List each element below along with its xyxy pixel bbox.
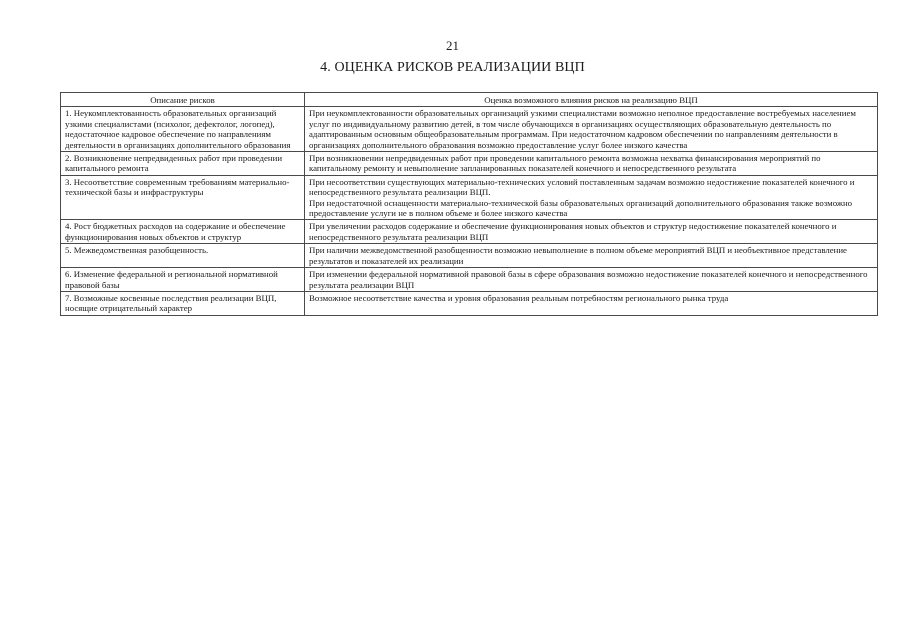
impact-cell: [305, 268, 878, 292]
table-row: [61, 220, 878, 244]
risk-description-cell: 4. Рост бюджетных расходов на содержание и обеспечение функционирования новых объектов и структур: [61, 220, 305, 244]
impact-paragraph: При изменении федеральной нормативной правовой базы в сфере образования возможно недостижение показателей конечного и непосредственного результата реализации ВЦП: [309, 269, 868, 290]
table-row: [61, 268, 878, 292]
impact-paragraph: Возможное несоответствие качества и уровня образования реальным потребностям регионального рынка труда: [309, 292, 729, 303]
impact-paragraph: При возникновении непредвиденных работ при проведении капитального ремонта возможна нехватка финансирования мероприятий по капитальному ремонту и невыполнение запланированных показателей конечного и непосредственного результата: [309, 153, 821, 174]
risk-description-cell: 1. Неукомплектованность образовательных организаций узкими специалистами (психолог, дефектолог, логопед), недостаточное кадровое обеспечение по направлениям деятельности в организациях дополнительного образования: [61, 107, 305, 152]
page-number: 21: [446, 38, 459, 53]
table-header-row: [61, 93, 878, 107]
table-row: [61, 152, 878, 176]
impact-paragraph: При неукомплектованности образовательных организаций узкими специалистами возможно неполное предоставление востребуемых населением услуг по индивидуальному развитию детей, в том числе обучающихся в организациях осуществляющих образовательную деятельность по адаптированным основным общеобразовательным программам. При недостаточном кадровом обеспечении по направлениям деятельности в организациях дополнительного образования возможно предоставление услуг более низкого качества: [309, 108, 856, 150]
table-row: [61, 244, 878, 268]
impact-paragraph: При наличии межведомственной разобщенности возможно невыполнение в полном объеме мероприятий ВЦП и необъективное представление результатов и показателей их реализации: [309, 245, 847, 266]
risk-description-cell: 3. Несоответствие современным требованиям материально-технической базы и инфраструктуры: [61, 175, 305, 220]
table-row: [61, 175, 878, 220]
risk-assessment-table: [60, 92, 878, 316]
column-header-impact-assessment: Оценка возможного влияния рисков на реализацию ВЦП: [305, 93, 878, 107]
impact-cell: [305, 152, 878, 176]
risk-description-cell: 2. Возникновение непредвиденных работ при проведении капитального ремонта: [61, 152, 305, 176]
impact-paragraph: При увеличении расходов содержание и обеспечение функционирования новых объектов и структур недостижение показателей конечного и непосредственного результата реализации ВЦП: [309, 221, 837, 242]
section-title: 4. ОЦЕНКА РИСКОВ РЕАЛИЗАЦИИ ВЦП: [320, 60, 585, 75]
column-header-risk-description: Описание рисков: [61, 93, 305, 107]
impact-cell: [305, 107, 878, 152]
risk-description-cell: 6. Изменение федеральной и региональной нормативной правовой базы: [61, 268, 305, 292]
risk-description-cell: 5. Межведомственная разобщенность.: [61, 244, 305, 268]
table-row: [61, 291, 878, 315]
impact-cell: [305, 220, 878, 244]
impact-cell: [305, 244, 878, 268]
impact-paragraph: При несоответствии существующих материально-технических условий поставленным задачам возможно недостижение показателей конечного и непосредственного результата реализации ВЦП.: [309, 176, 855, 198]
table-row: [61, 107, 878, 152]
impact-paragraph: При недостаточной оснащенности материально-технической базы образовательных организаций дополнительного образования также возможно предоставление услуги не в полном объеме и более низкого качества: [309, 197, 853, 219]
impact-cell: [305, 291, 878, 315]
impact-cell: [305, 175, 878, 220]
risk-description-cell: 7. Возможные косвенные последствия реализации ВЦП, носящие отрицательный характер: [61, 291, 305, 315]
